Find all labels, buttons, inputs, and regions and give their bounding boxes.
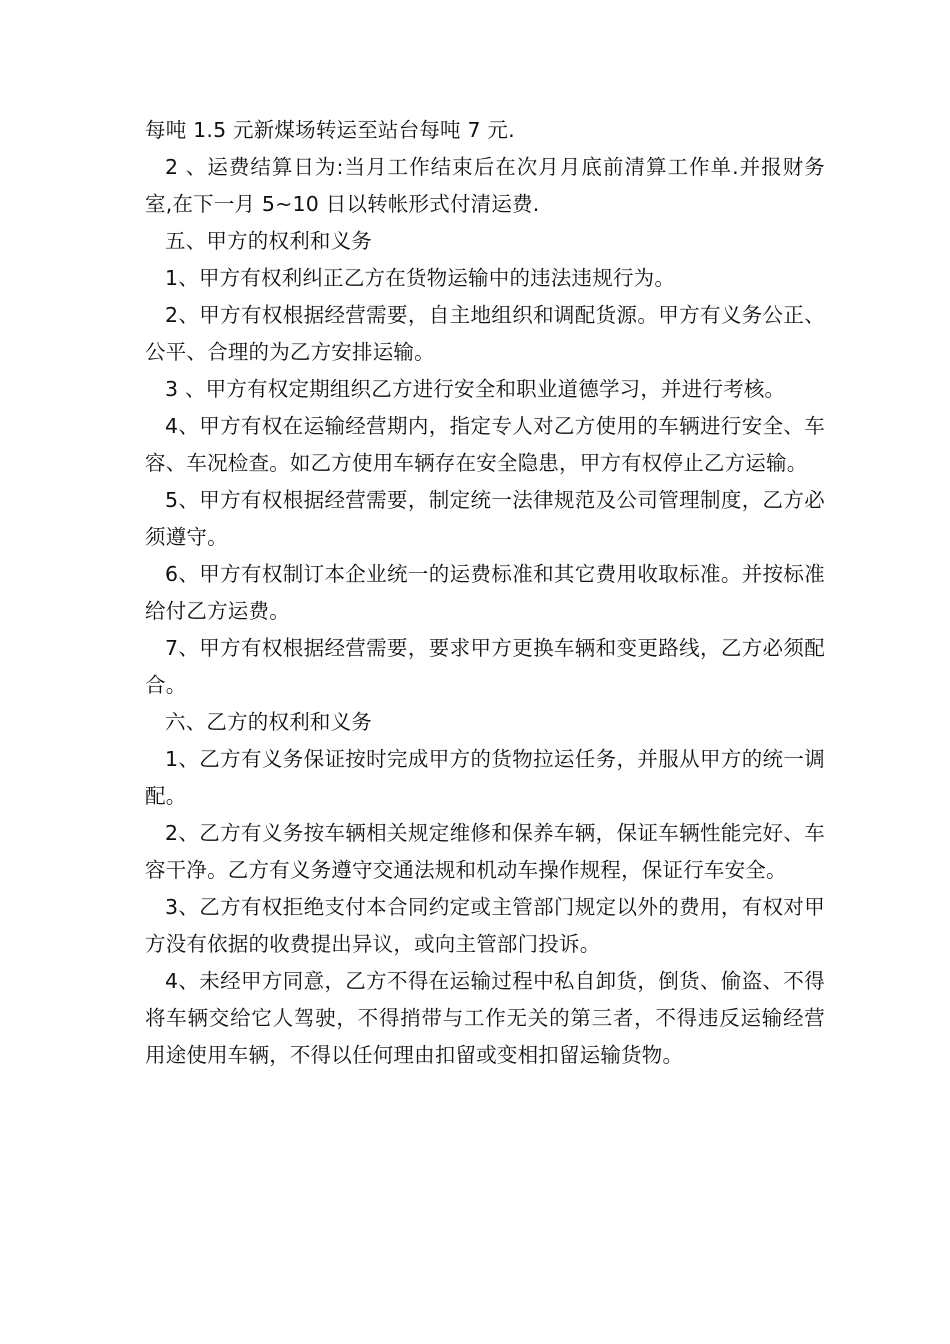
paragraph-a-item-6: 6、甲方有权制订本企业统一的运费标准和其它费用收取标准。并按标准给付乙方运费。 — [145, 562, 825, 623]
section-heading-party-b: 六、乙方的权利和义务 — [165, 710, 372, 734]
paragraph-a-item-3: 3 、甲方有权定期组织乙方进行安全和职业道德学习，并进行考核。 — [165, 377, 786, 401]
document-body — [145, 112, 825, 1074]
section-heading-party-a: 五、甲方的权利和义务 — [165, 229, 372, 253]
paragraph-a-item-1: 1、甲方有权利纠正乙方在货物运输中的违法违规行为。 — [165, 266, 676, 290]
paragraph-a-item-7: 7、甲方有权根据经营需要，要求甲方更换车辆和变更路线，乙方必须配合。 — [145, 636, 825, 697]
paragraph-b-item-2: 2、乙方有义务按车辆相关规定维修和保养车辆，保证车辆性能完好、车容干净。乙方有义务遵守交通法规和机动车操作规程，保证行车安全。 — [145, 821, 825, 882]
paragraph-a-item-2: 2、甲方有权根据经营需要，自主地组织和调配货源。甲方有义务公正、公平、合理的为乙方安排运输。 — [145, 303, 825, 364]
paragraph-a-item-5: 5、甲方有权根据经营需要，制定统一法律规范及公司管理制度，乙方必须遵守。 — [145, 488, 825, 549]
paragraph-b-item-4: 4、未经甲方同意，乙方不得在运输过程中私自卸货，倒货、偷盗、不得将车辆交给它人驾驶，不得捎带与工作无关的第三者，不得违反运输经营用途使用车辆，不得以任何理由扣留或变相扣留运输货物。 — [145, 969, 825, 1067]
paragraph-settlement-date: 2 、运费结算日为:当月工作结束后在次月月底前清算工作单.并报财务室,在下一月 5~10 日以转帐形式付清运费. — [145, 155, 825, 216]
paragraph-a-item-4: 4、甲方有权在运输经营期内，指定专人对乙方使用的车辆进行安全、车容、车况检查。如乙方使用车辆存在安全隐患，甲方有权停止乙方运输。 — [145, 414, 825, 475]
paragraph-continuation: 每吨 1.5 元新煤场转运至站台每吨 7 元. — [145, 118, 515, 142]
paragraph-b-item-3: 3、乙方有权拒绝支付本合同约定或主管部门规定以外的费用，有权对甲方没有依据的收费提出异议，或向主管部门投诉。 — [145, 895, 825, 956]
paragraph-b-item-1: 1、乙方有义务保证按时完成甲方的货物拉运任务，并服从甲方的统一调配。 — [145, 747, 825, 808]
